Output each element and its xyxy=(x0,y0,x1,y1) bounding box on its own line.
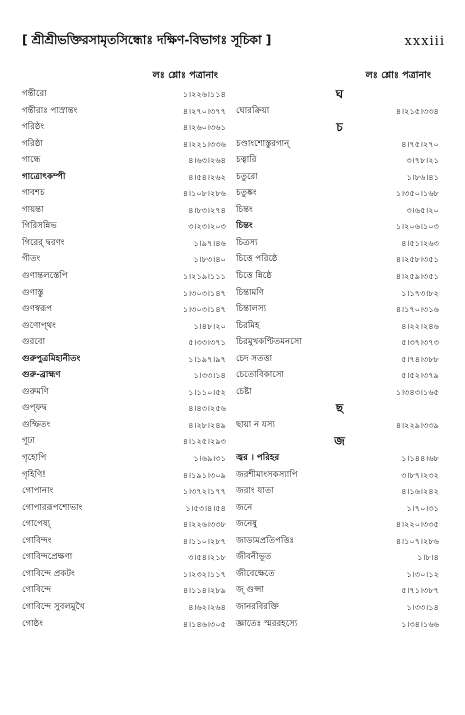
verse-text: জরাং যাতা xyxy=(236,486,274,497)
verse-text: গুণস্বরূপ xyxy=(22,304,53,315)
verse-text: গরিষ্ঠং xyxy=(22,122,45,133)
verse-text: জীবনীভূত xyxy=(236,552,272,563)
verse-reference: ৪।২২৯।৩৩৯ xyxy=(395,419,439,430)
verse-text: গিরের্ দ্বরণং xyxy=(22,237,65,248)
verse-reference: ১।৩৪।১৬৬ xyxy=(401,618,439,629)
verse-reference: ৪।২২১।৩৩৬ xyxy=(182,138,226,149)
verse-reference: ১।৩৪৩।১৬৫ xyxy=(395,386,439,397)
verse-text: জাড্যমপ্রতিপত্তিঃ xyxy=(236,535,295,546)
index-entry xyxy=(22,318,230,335)
verse-text: চণ্ডাংশোস্তুরগান্ xyxy=(236,138,290,149)
index-entry xyxy=(22,185,230,202)
verse-text: গুণোপ্থং xyxy=(22,320,56,331)
verse-text: গান্ধে xyxy=(22,155,41,166)
verse-text: চিত্রস্য xyxy=(236,237,258,248)
index-entry xyxy=(22,334,230,351)
verse-reference: ৩।৫৪।২১৮ xyxy=(188,552,226,563)
verse-text: গুরুমণি xyxy=(22,386,49,397)
left-column xyxy=(22,66,230,632)
verse-text: চেদ সতত্তা xyxy=(236,353,273,364)
index-entry xyxy=(22,136,230,153)
index-entry xyxy=(236,218,443,235)
section-letter: ঘ xyxy=(335,87,344,101)
verse-text: জ্ গুপ্সা xyxy=(236,585,264,596)
verse-text: জ্বর । পরিহর xyxy=(236,453,280,464)
verse-text: গুণাস্তু xyxy=(22,287,44,298)
verse-text: চিন্তং xyxy=(236,221,253,232)
verse-text: চিন্তামণি xyxy=(236,287,264,298)
index-entry xyxy=(22,103,230,120)
index-entry xyxy=(22,251,230,268)
index-entry xyxy=(236,334,443,351)
index-entry xyxy=(236,103,443,120)
verse-reference: ১।৭০।৩১ xyxy=(406,502,439,513)
index-entry xyxy=(22,367,230,384)
index-entry xyxy=(236,384,443,401)
index-entry xyxy=(22,202,230,219)
verse-text: গোপেষ্য্ xyxy=(22,519,51,530)
verse-text: গোবিন্দে xyxy=(22,585,52,596)
verse-reference: ৪।১৪৬।৩০৫ xyxy=(182,618,226,629)
index-entry xyxy=(22,467,230,484)
right-column xyxy=(236,66,443,632)
verse-text: চিত্তে ন্নিষ্ঠে xyxy=(236,271,272,282)
index-entry xyxy=(236,533,443,550)
verse-reference: ১।৪৮।২০ xyxy=(193,320,226,331)
verse-reference: ৪।২৬০।৩৬১ xyxy=(182,122,226,133)
verse-text: গৃহোপি xyxy=(22,453,47,464)
index-entry xyxy=(236,566,443,583)
index-title: [ শ্রীশ্রীভক্তিরসামৃতসিন্ধোঃ দক্ষিণ-বিভাগঃ সূচিকা ] xyxy=(22,32,272,47)
verse-reference: ১।৩৩।১৪ xyxy=(193,370,226,381)
verse-reference: ৪।১৯১।৩০৯ xyxy=(182,469,226,480)
index-entry xyxy=(22,119,230,136)
index-entry xyxy=(22,351,230,368)
verse-text: ছায়া ন যস্য xyxy=(236,419,275,430)
verse-text: চেষ্টা xyxy=(236,386,252,397)
left-column-heading: লঃ শ্লোঃ পত্রানাং xyxy=(152,70,218,81)
verse-reference: ৩।২৩।২০৩ xyxy=(188,221,226,232)
verse-reference: ১।২২৬।১১৪ xyxy=(182,89,226,99)
index-entry xyxy=(236,318,443,335)
verse-text: গোপানাং xyxy=(22,486,54,497)
verse-reference: ১।১৯৭।৯৭ xyxy=(188,353,226,364)
verse-reference: ৪।১৭০।৩১৬ xyxy=(395,304,439,315)
verse-reference: ১।৩৫০।১৬৮ xyxy=(395,188,439,199)
verse-text: জরশীমাংসকস্যাপি xyxy=(236,469,298,480)
index-entry xyxy=(22,549,230,566)
verse-text: গুম্ফিতং xyxy=(22,419,51,430)
index-entry xyxy=(22,235,230,252)
index-entry xyxy=(22,417,230,434)
verse-reference: ১।২০৬।১০৩ xyxy=(395,221,439,232)
index-entry xyxy=(236,450,443,467)
index-entry xyxy=(22,169,230,186)
verse-reference: ৪।১০৮।২৮৬ xyxy=(182,188,226,199)
verse-reference: ১।৮৩।৪০ xyxy=(193,254,226,265)
index-entry xyxy=(22,533,230,550)
index-entry xyxy=(236,516,443,533)
index-entry xyxy=(236,367,443,384)
verse-text: চিরমুখকণ্টিতমনসো xyxy=(236,337,302,348)
verse-reference: ৫।৩৭।৩৭৩ xyxy=(401,337,439,348)
index-entry xyxy=(22,384,230,401)
verse-text: গুণান্তলস্তেপি xyxy=(22,271,68,282)
verse-text: জনে xyxy=(236,502,253,513)
verse-reference: ৪।৮৩।২৭৪ xyxy=(188,204,226,215)
index-entry xyxy=(236,202,443,219)
verse-reference: ১।১৭৩।৮২ xyxy=(401,287,439,298)
verse-reference: ৩।৭৮।২১ xyxy=(406,155,439,166)
verse-text: গিরিসন্নিভ xyxy=(22,221,57,232)
section-letter: জ xyxy=(334,434,345,449)
index-entry xyxy=(236,616,443,633)
index-entry xyxy=(236,467,443,484)
section-letter: চ xyxy=(336,120,343,135)
index-entry xyxy=(236,285,443,302)
verse-text: গুপ্ফদ্ব xyxy=(22,403,47,414)
verse-reference: ৫।৩৩।৩৭১ xyxy=(188,337,226,348)
verse-reference: ৪।১১৪।২৮৯ xyxy=(182,585,226,596)
verse-text: গায়ন্তা xyxy=(22,204,44,215)
verse-text: গীতং xyxy=(22,254,41,265)
verse-reference: ১।৩৭২।১৭৭ xyxy=(182,486,226,497)
verse-reference: ১।৫৩।৪।৫৪ xyxy=(185,502,226,513)
verse-text: গাত্রোৎকম্পী xyxy=(22,171,66,182)
right-index-list xyxy=(236,86,443,632)
verse-reference: ৫।৭৪।৩৮৮ xyxy=(401,353,439,364)
verse-reference: ৪।৪৩।২৫৬ xyxy=(188,403,226,414)
index-entry xyxy=(236,549,443,566)
index-entry xyxy=(22,218,230,235)
verse-reference: ৪।৭৫।২৭০ xyxy=(401,138,439,149)
section-letter: ছ xyxy=(335,401,344,416)
verse-text: জনেষু xyxy=(236,519,258,530)
verse-reference: ৪।২৮।২৪৯ xyxy=(188,419,226,430)
index-entry xyxy=(22,86,230,103)
index-entry xyxy=(22,566,230,583)
index-entry xyxy=(22,152,230,169)
verse-text: গুরুপুত্রমিহানীতং xyxy=(22,353,81,364)
index-entry xyxy=(236,599,443,616)
verse-text: ঘোরক্রিয়া xyxy=(236,105,270,116)
verse-reference: ৫।৭১।৩৮৭ xyxy=(401,585,439,596)
verse-text: জানরবিরক্তি xyxy=(236,601,279,612)
verse-reference: ৪।১১০।২৮৭ xyxy=(182,535,226,546)
verse-text: চতুষ্কং xyxy=(236,188,257,199)
index-entry xyxy=(236,251,443,268)
verse-reference: ৪।৬২।২৬৪ xyxy=(188,601,226,612)
index-entry xyxy=(22,582,230,599)
verse-text: গূঢা xyxy=(22,436,35,447)
right-column-heading: লঃ শ্লোঃ পত্রানাং xyxy=(365,70,431,81)
index-entry xyxy=(236,185,443,202)
left-index-list xyxy=(22,86,230,632)
page-number: xxxiii xyxy=(404,34,445,49)
verse-reference: ৪।৫৪।২৬২ xyxy=(188,171,226,182)
verse-reference: ৪।২৫৯।৩৫১ xyxy=(395,271,439,282)
verse-text: গুরবো xyxy=(22,337,46,348)
verse-text: গোবিন্দপ্রেক্ষণা xyxy=(22,552,73,563)
index-entry xyxy=(236,235,443,252)
verse-reference: ৪।১২৫।২৯৩ xyxy=(182,436,226,447)
verse-text: গরিষ্ঠা xyxy=(22,138,43,149)
index-entry xyxy=(22,433,230,450)
verse-text: গন্তীরো xyxy=(22,89,47,99)
verse-reference: ১।২১৯।১১১ xyxy=(182,271,226,282)
verse-reference: ১।৬৯।৩১ xyxy=(193,453,226,464)
verse-text: গোপাররূপশোভাং xyxy=(22,502,83,513)
verse-reference: ১।৮৬।৪১ xyxy=(406,171,439,182)
verse-reference: ১।৩০৩।১৪৭ xyxy=(182,304,226,315)
verse-reference: ৩।৮৭।২৩২ xyxy=(401,469,439,480)
verse-reference: ৪।২৫৮।৩৫১ xyxy=(395,254,439,265)
verse-text: গৃহিণি! xyxy=(22,469,46,480)
verse-text: চিত্তে পরিষ্ঠে xyxy=(236,254,278,265)
index-entry xyxy=(236,351,443,368)
verse-reference: ৫।৫২।৩৭৯ xyxy=(401,370,439,381)
verse-text: জীবেক্ষেতে xyxy=(236,568,275,579)
verse-reference: ১।১৪৪।৬৮ xyxy=(401,453,439,464)
index-entry xyxy=(236,582,443,599)
verse-text: গোবিন্দে সুবলমুখৈ xyxy=(22,601,85,612)
verse-text: জ্ঞাতেঃ স্মররহস্যে xyxy=(236,618,298,629)
verse-reference: ৪।১৬।২৪২ xyxy=(401,486,439,497)
index-entry xyxy=(236,152,443,169)
verse-reference: ৪।৬৩।২৬৪ xyxy=(188,155,226,166)
verse-text: চতুরো xyxy=(236,171,258,182)
verse-text: চিন্তং xyxy=(236,204,253,215)
index-entry xyxy=(22,616,230,633)
index-entry xyxy=(22,599,230,616)
index-entry xyxy=(236,169,443,186)
index-entry xyxy=(236,417,443,434)
index-entry xyxy=(22,483,230,500)
verse-reference: ১।১১০।৫২ xyxy=(188,386,226,397)
verse-text: গুরু-ব্রাহ্মণ xyxy=(22,370,61,381)
index-entry xyxy=(236,483,443,500)
verse-reference: ১।৯৭।৪৬ xyxy=(193,237,226,248)
verse-text: গোষ্ঠং xyxy=(22,618,43,629)
verse-reference: ৪।২১৫।৩৩৪ xyxy=(395,105,439,116)
index-entry xyxy=(22,268,230,285)
verse-text: গোবিন্দে প্রকটং xyxy=(22,568,75,579)
verse-reference: ৪।২২।২৪৬ xyxy=(401,320,439,331)
index-entry xyxy=(22,500,230,517)
verse-reference: ১।৩৩।১৪ xyxy=(406,601,439,612)
index-entry xyxy=(22,400,230,417)
index-entry xyxy=(236,268,443,285)
index-entry xyxy=(236,500,443,517)
index-entry xyxy=(236,136,443,153)
index-entry xyxy=(22,301,230,318)
index-entry xyxy=(236,301,443,318)
verse-text: গোবিন্দং xyxy=(22,535,52,546)
index-entry xyxy=(22,516,230,533)
verse-text: চেতোবিকাসো xyxy=(236,370,284,381)
index-entry xyxy=(22,450,230,467)
verse-reference: ৩।৬৫।২০ xyxy=(406,204,439,215)
verse-reference: ১।২৩২।১১৭ xyxy=(182,568,226,579)
verse-reference: ৪।১০৭।২৮৬ xyxy=(395,535,439,546)
verse-reference: ৪।৫১।২৬৩ xyxy=(401,237,439,248)
verse-text: চিন্তালস্য xyxy=(236,304,267,315)
verse-reference: ১।৩০।১২ xyxy=(406,568,439,579)
verse-reference: ১।৮।৪ xyxy=(417,552,439,563)
verse-text: গাবশচ xyxy=(22,188,45,199)
verse-text: গন্তীরাঃ পাস্রান্তং xyxy=(22,105,78,116)
verse-reference: ৪।২২৬।৩৩৮ xyxy=(182,519,226,530)
verse-text: চিরমিহ xyxy=(236,320,260,331)
verse-reference: ১।৩০৩।১৪৭ xyxy=(182,287,226,298)
verse-reference: ৪।২৭০।৩৭৭ xyxy=(182,105,226,116)
page-header xyxy=(22,32,447,54)
verse-text: চত্বারি xyxy=(236,155,257,166)
index-entry xyxy=(22,285,230,302)
verse-reference: ৪।২২০।৩৩৫ xyxy=(395,519,439,530)
